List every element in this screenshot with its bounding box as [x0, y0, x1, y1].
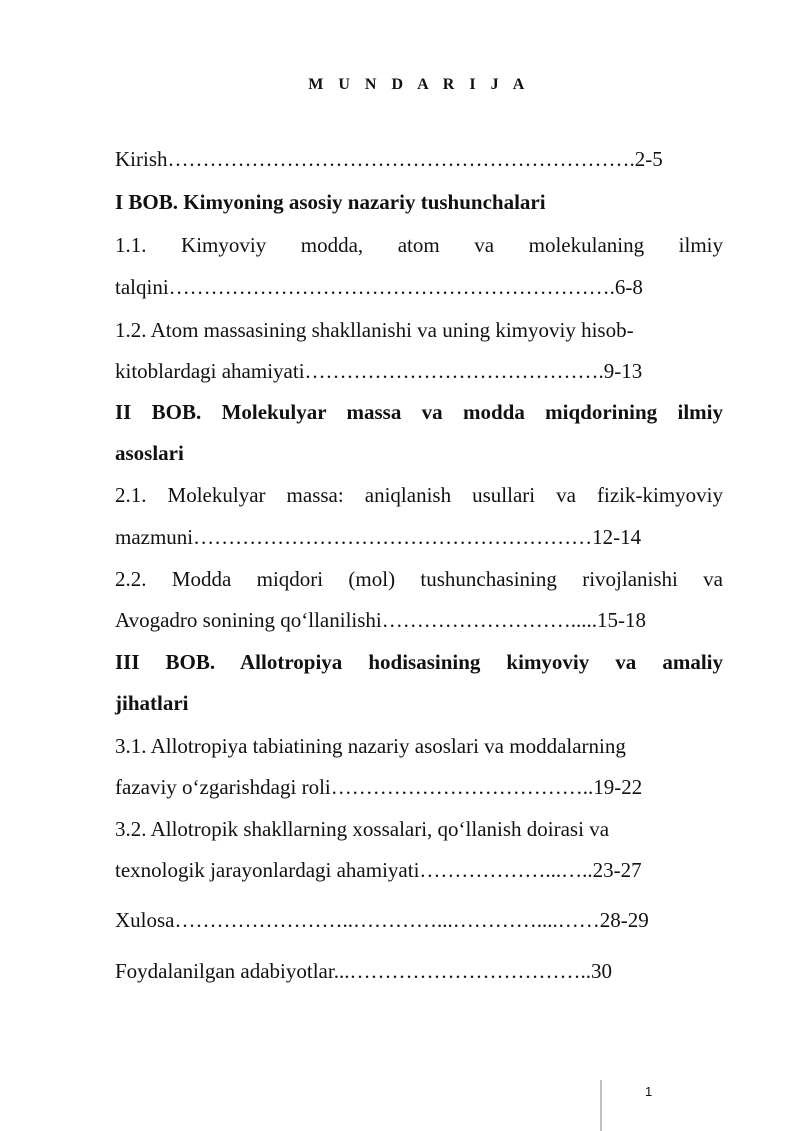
page-number-divider [600, 1080, 602, 1131]
toc-entry-1-2-line-2: kitoblardagi ahamiyati…………………………………….9-13 [115, 359, 643, 383]
document-title: M U N D A R I J A [308, 76, 530, 93]
toc-chapter-3-heading-line-1: III BOB. Allotropiya hodisasining kimyoviy va amaliy [115, 650, 723, 674]
toc-entry-xulosa: Xulosa……………………..…………...…………....……28-29 [115, 908, 649, 932]
toc-entry-1-2-line-1: 1.2. Atom massasining shakllanishi va uning kimyoviy hisob- [115, 318, 634, 342]
toc-entry-foydalanilgan-adabiyotlar: Foydalanilgan adabiyotlar...……………………………..30 [115, 959, 612, 983]
toc-entry-2-2-line-1: 2.2. Modda miqdori (mol) tushunchasining rivojlanishi va [115, 567, 723, 591]
toc-entry-3-1-line-2: fazaviy o‘zgarishdagi roli………………………………..19-22 [115, 775, 643, 799]
toc-chapter-3-heading-line-2: jihatlari [115, 691, 189, 715]
toc-entry-1-1-line-2: talqini……………………………………………………….6-8 [115, 275, 643, 299]
page-number: 1 [645, 1084, 653, 1099]
toc-entry-2-1-line-1: 2.1. Molekulyar massa: aniqlanish usullari va fizik-kimyoviy [115, 483, 723, 507]
toc-entry-3-2-line-1: 3.2. Allotropik shakllarning xossalari, qo‘llanish doirasi va [115, 817, 610, 841]
toc-entry-kirish: Kirish………………………………………………………….2-5 [115, 147, 663, 171]
toc-chapter-2-heading-line-1: II BOB. Molekulyar massa va modda miqdorining ilmiy [115, 400, 723, 424]
toc-chapter-2-heading-line-2: asoslari [115, 441, 184, 465]
toc-entry-2-1-line-2: mazmuni…………………………………………………12-14 [115, 525, 642, 549]
toc-chapter-1-heading: I BOB. Kimyoning asosiy nazariy tushunchalari [115, 190, 546, 214]
toc-entry-2-2-line-2: Avogadro sonining qo‘llanilishi……………………….....15-18 [115, 608, 646, 632]
toc-entry-3-2-line-2: texnologik jarayonlardagi ahamiyati………………...…..23-27 [115, 858, 642, 882]
toc-entry-1-1-line-1: 1.1. Kimyoviy modda, atom va molekulaning ilmiy [115, 233, 723, 257]
toc-entry-3-1-line-1: 3.1. Allotropiya tabiatining nazariy asoslari va moddalarning [115, 734, 626, 758]
